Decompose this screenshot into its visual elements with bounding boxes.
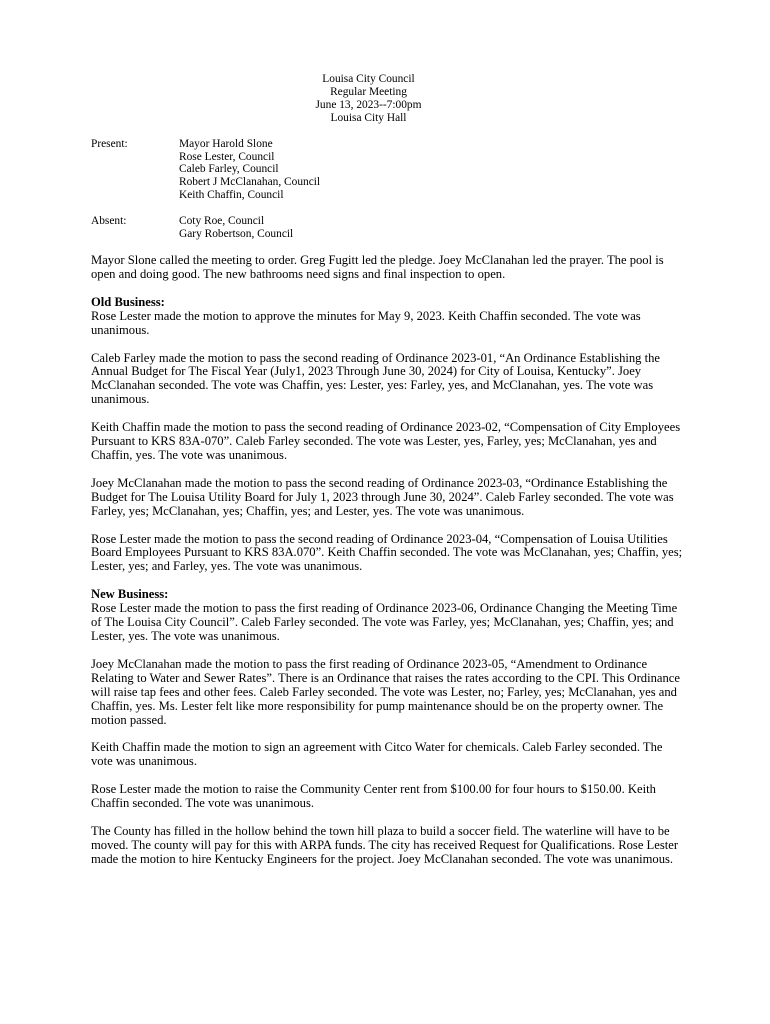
new-business-item: Rose Lester made the motion to raise the Community Center rent from $100.00 for four hours to $150.00. Keith Chaffin seconded. The vote was unanimous.	[91, 782, 656, 811]
new-business-section	[91, 588, 686, 867]
old-business-item: Joey McClanahan made the motion to pass the second reading of Ordinance 2023-03, “Ordinance Establishing the Budget for The Louisa Utility Board for July 1, 2023 through June 30, 2024”. Caleb Farley seconded. The vote was Farley, yes; McClanahan, yes; Chaffin, yes; and Lester, yes. The vote was unanimous.	[91, 475, 674, 518]
new-business-item: Rose Lester made the motion to pass the first reading of Ordinance 2023-06, Ordinance Changing the Meeting Time of The Louisa City Council”. Caleb Farley seconded. The vote was Farley, yes; McClanahan, yes; Chaffin, yes; and Lester, yes. The vote was unanimous.	[91, 601, 678, 643]
present-member: Keith Chaffin, Council	[179, 189, 284, 202]
absent-member: Gary Robertson, Council	[179, 228, 294, 241]
absent-list	[179, 215, 293, 241]
attendance	[91, 138, 686, 241]
present-member: Mayor Harold Slone	[179, 137, 273, 150]
present-row	[91, 138, 686, 203]
absent-row	[91, 215, 686, 241]
old-business-item: Keith Chaffin made the motion to pass the second reading of Ordinance 2023-02, “Compensation of City Employees Pursuant to KRS 83A-070”. Caleb Farley seconded. The vote was Lester, yes, Farley, yes; McClanahan, yes and Chaffin, yes. The vote was unanimous.	[91, 420, 681, 462]
old-business-section	[91, 296, 686, 575]
council-name: Louisa City Council	[322, 73, 415, 85]
meeting-location: Louisa City Hall	[330, 111, 407, 124]
old-business-item: Rose Lester made the motion to approve the minutes for May 9, 2023. Keith Chaffin seconded. The vote was unanimous.	[91, 308, 641, 337]
new-business-heading: New Business:	[91, 587, 169, 602]
old-business-item: Rose Lester made the motion to pass the second reading of Ordinance 2023-04, “Compensation of Louisa Utilities Board Employees Pursuant to KRS 83A.070”. Keith Chaffin seconded. The vote was McClanahan, yes; Chaffin, yes; Lester, yes; and Farley, yes. The vote was unanimous.	[91, 531, 683, 574]
minutes-page	[91, 73, 686, 881]
new-business-item: Joey McClanahan made the motion to pass the first reading of Ordinance 2023-05, “Amendment to Ordinance Relating to Water and Sewer Rates”. There is an Ordinance that raises the rates according to the CPI. This Ordinance will raise tap fees and other fees. Caleb Farley seconded. The vote was Lester, no; Farley, yes; McClanahan, yes and Chaffin, yes. Ms. Lester felt like more responsibility for pump maintenance should be on the property owner. The motion passed.	[91, 656, 680, 727]
new-business-item: Keith Chaffin made the motion to sign an agreement with Citco Water for chemicals. Caleb Farley seconded. The vote was unanimous.	[91, 740, 663, 769]
meeting-header	[91, 73, 646, 125]
present-member: Rose Lester, Council	[179, 150, 275, 163]
present-member: Caleb Farley, Council	[179, 163, 279, 176]
intro-paragraph: Mayor Slone called the meeting to order. Greg Fugitt led the pledge. Joey McClanahan led the prayer. The pool is open and doing good. The new bathrooms need signs and final inspection to open.	[91, 252, 664, 281]
present-list	[179, 138, 320, 203]
present-member: Robert J McClanahan, Council	[179, 176, 321, 189]
meeting-date: June 13, 2023--7:00pm	[315, 98, 422, 111]
meeting-type: Regular Meeting	[330, 85, 407, 98]
absent-member: Coty Roe, Council	[179, 215, 265, 228]
old-business-item: Caleb Farley made the motion to pass the second reading of Ordinance 2023-01, “An Ordinance Establishing the Annual Budget for The Fiscal Year (July1, 2023 Through June 30, 2024) for City of Louisa, Kentucky”. Joey McClanahan seconded. The vote was Chaffin, yes: Lester, yes: Farley, yes, and McClanahan, yes. The vote was unanimous.	[91, 350, 661, 407]
old-business-heading: Old Business:	[91, 294, 165, 309]
absent-label: Absent:	[91, 215, 127, 228]
present-label: Present:	[91, 137, 128, 150]
new-business-item: The County has filled in the hollow behind the town hill plaza to build a soccer field. The waterline will have to be moved. The county will pay for this with ARPA funds. The city has received Request for Qualifications. Rose Lester made the motion to hire Kentucky Engineers for the project. Joey McClanahan seconded. The vote was unanimous.	[91, 824, 679, 866]
